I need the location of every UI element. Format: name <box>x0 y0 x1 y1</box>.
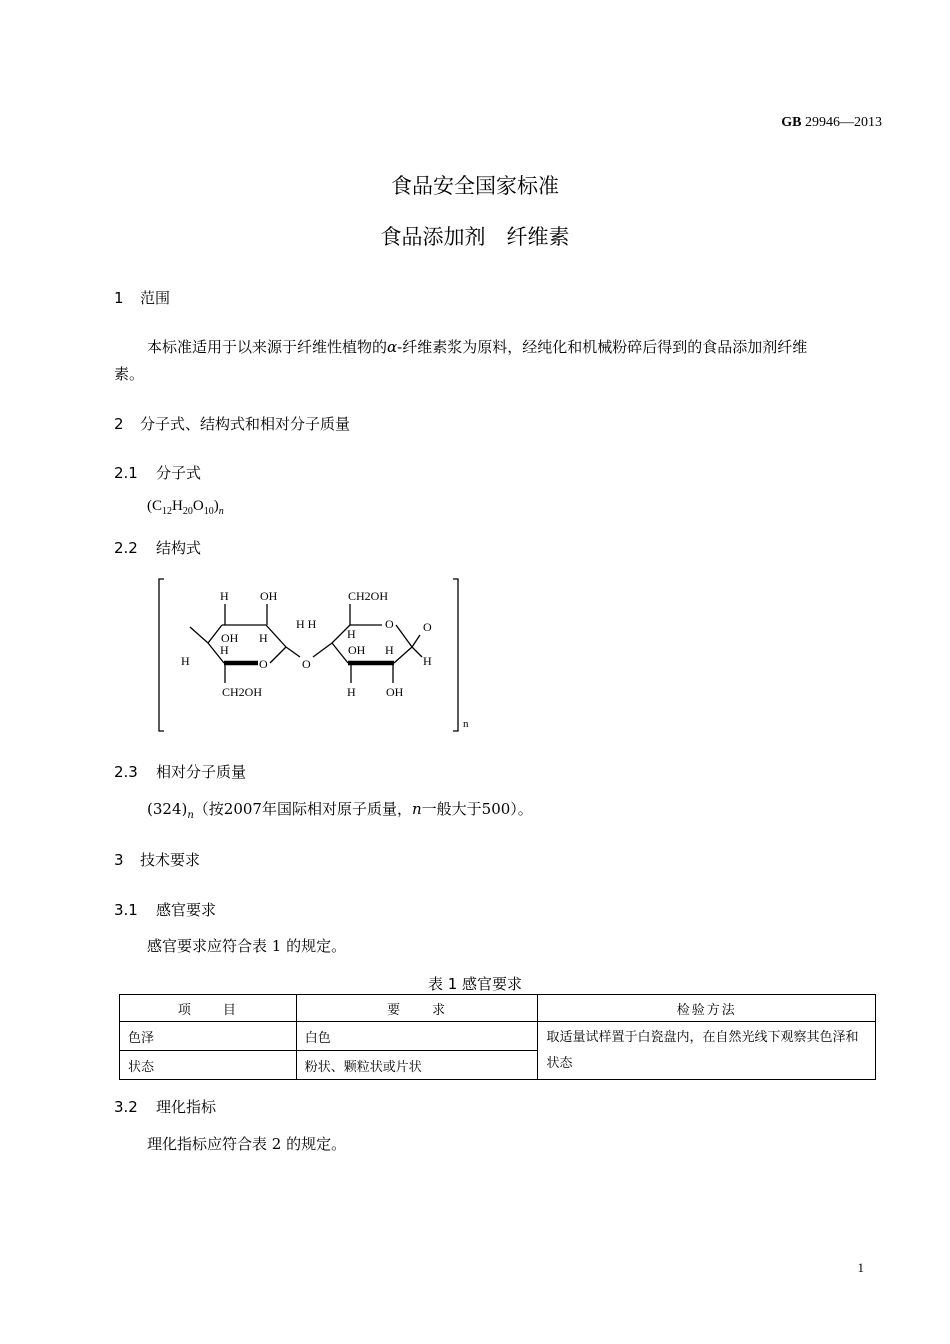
section-2-1-heading <box>114 462 201 483</box>
scope-text-1: 本标准适用于以来源于纤维性植物的 <box>147 338 388 356</box>
section-3-2-heading <box>114 1096 216 1117</box>
section-number: 2.3 <box>114 763 138 781</box>
atom-label: OH <box>260 589 278 603</box>
section-2-2-heading <box>114 537 201 558</box>
cell-requirement: 白色 <box>296 1022 538 1051</box>
cell-method: 取适量试样置于白瓷盘内，在自然光线下观察其色泽和状态 <box>538 1022 876 1080</box>
standard-prefix: GB <box>781 115 802 130</box>
atom-label: O <box>423 620 432 634</box>
section-number: 1 <box>114 289 124 307</box>
atom-label: H <box>423 654 432 668</box>
molecular-mass-text <box>147 796 533 829</box>
header-cell-method: 检验方法 <box>538 995 876 1022</box>
table-1-caption: 表 1 感官要求 <box>427 975 523 993</box>
atom-label: H <box>385 643 394 657</box>
sensory-requirement-text: 感官要求应符合表 1 的规定。 <box>147 937 347 955</box>
atom-label: H <box>181 654 190 668</box>
formula-part: (C <box>147 498 162 514</box>
section-title: 感官要求 <box>156 901 217 919</box>
atom-label: OH <box>386 685 404 699</box>
header-cell-requirement: 要 求 <box>296 995 538 1022</box>
atom-label: H <box>220 589 229 603</box>
atom-label: H H <box>296 617 317 631</box>
standard-number: 29946—2013 <box>805 115 882 130</box>
physchem-requirement-text: 理化指标应符合表 2 的规定。 <box>147 1135 347 1153</box>
left-bracket <box>159 579 164 731</box>
section-3-1-heading <box>114 899 216 920</box>
page-number: 1 <box>857 1260 864 1275</box>
table-row <box>120 1022 876 1051</box>
section-number: 2.2 <box>114 539 138 557</box>
formula-sub: n <box>218 506 224 517</box>
section-number: 2 <box>114 415 124 433</box>
formula-part: O <box>192 498 204 514</box>
scope-text-2: -纤维素浆为原料，经纯化和机械粉碎后得到的食品添加剂纤维 <box>397 338 808 356</box>
atom-label: CH2OH <box>222 685 263 699</box>
table-header-row <box>120 995 876 1022</box>
section-3-heading <box>114 849 200 870</box>
document-subtitle: 食品添加剂 纤维素 <box>380 225 570 249</box>
sensory-requirements-table <box>119 994 876 1080</box>
cell-item: 色泽 <box>120 1022 297 1051</box>
mass-note-end: 一般大于500）。 <box>421 800 533 818</box>
structural-formula-diagram <box>150 575 480 735</box>
section-title: 范围 <box>140 289 171 307</box>
section-1-heading <box>114 287 170 308</box>
atom-label: H <box>347 685 356 699</box>
atom-label: OH <box>221 631 239 645</box>
section-title: 理化指标 <box>156 1098 217 1116</box>
atom-label: OH <box>348 643 366 657</box>
formula-sub: 20 <box>182 506 193 517</box>
section-2-heading <box>114 413 350 434</box>
header-cell-item: 项 目 <box>120 995 297 1022</box>
cell-requirement: 粉状、颗粒状或片状 <box>296 1051 538 1080</box>
section-title: 分子式、结构式和相对分子质量 <box>140 415 351 433</box>
formula-part: H <box>172 498 183 514</box>
section-title: 分子式 <box>156 464 202 482</box>
scope-paragraph-line2: 素。 <box>114 365 145 383</box>
section-title: 相对分子质量 <box>156 763 247 781</box>
atom-label: H <box>220 643 229 657</box>
scope-paragraph <box>147 334 887 361</box>
atom-label: CH2OH <box>348 589 389 603</box>
section-number: 3 <box>114 851 124 869</box>
section-title: 结构式 <box>156 539 202 557</box>
atom-label: O <box>302 657 311 671</box>
mass-note: （按2007年国际相对原子质量， <box>193 800 412 818</box>
formula-sub: 10 <box>203 506 214 517</box>
document-title: 食品安全国家标准 <box>391 174 559 198</box>
section-number: 3.2 <box>114 1098 138 1116</box>
mass-value: (324) <box>147 800 188 818</box>
n-symbol: n <box>411 800 422 818</box>
standard-code <box>781 115 882 131</box>
cell-item: 状态 <box>120 1051 297 1080</box>
atom-label: O <box>259 657 268 671</box>
atom-label: O <box>385 617 394 631</box>
alpha-symbol: α <box>387 338 398 356</box>
right-bracket <box>453 579 458 731</box>
formula-sub: 12 <box>162 506 172 517</box>
repeat-unit-subscript: n <box>463 718 469 730</box>
mass-subscript: n <box>187 810 194 821</box>
atom-label: H <box>259 631 268 645</box>
molecular-formula <box>147 498 224 517</box>
section-2-3-heading <box>114 761 246 782</box>
section-number: 2.1 <box>114 464 138 482</box>
section-number: 3.1 <box>114 901 138 919</box>
formula-part: ) <box>213 498 219 514</box>
section-title: 技术要求 <box>140 851 201 869</box>
atom-label: H <box>347 627 356 641</box>
